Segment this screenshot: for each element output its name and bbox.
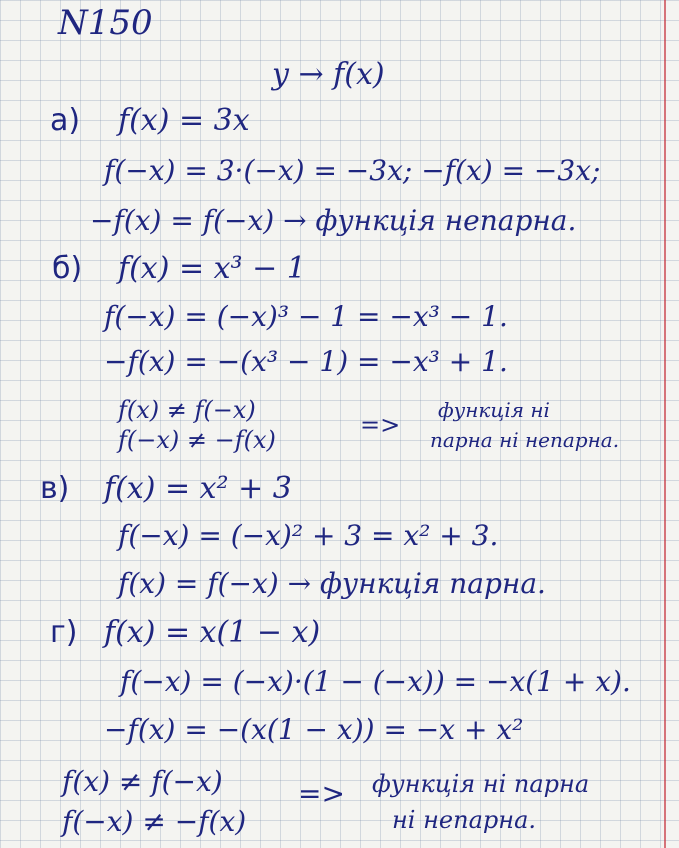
section-g-line-5: f(−x) ≠ −f(x) [62,805,247,838]
section-g-conclusion-1: функція ні парна [372,770,590,798]
section-b-line-2: f(−x) = (−x)³ − 1 = −x³ − 1. [104,300,508,333]
section-b-arrow: => [360,411,401,439]
section-b-line-1: f(x) = x³ − 1 [118,251,306,286]
section-b-line-5: f(−x) ≠ −f(x) [118,426,276,454]
section-b-label: б) [52,251,83,286]
section-g-line-2: f(−x) = (−x)·(1 − (−x)) = −x(1 + x). [120,665,631,698]
section-a-label: а) [50,103,81,138]
section-b-line-4: f(x) ≠ f(−x) [118,396,256,424]
section-a-line-1: f(x) = 3x [118,103,250,138]
section-g-label: г) [50,615,78,650]
section-g-arrow: => [298,777,345,810]
section-g-line-1: f(x) = x(1 − x) [104,615,321,650]
section-a-line-3: −f(x) = f(−x) → функція непарна. [90,204,577,237]
section-b-line-3: −f(x) = −(x³ − 1) = −x³ + 1. [104,345,508,378]
section-v-label: в) [40,471,70,506]
section-b-conclusion-2: парна ні непарна. [430,428,620,452]
section-b-conclusion-1: функція ні [438,398,550,422]
problem-number: N150 [58,3,153,43]
section-g-line-4: f(x) ≠ f(−x) [62,765,223,798]
section-g-line-3: −f(x) = −(x(1 − x)) = −x + x² [104,713,524,746]
section-g-conclusion-2: ні непарна. [392,806,536,834]
function-header: y → f(x) [272,57,385,92]
section-v-line-1: f(x) = x² + 3 [104,471,292,506]
notebook-margin-line [664,0,666,848]
section-a-line-2: f(−x) = 3·(−x) = −3x; −f(x) = −3x; [104,154,601,187]
section-v-line-2: f(−x) = (−x)² + 3 = x² + 3. [118,519,499,552]
section-v-line-3: f(x) = f(−x) → функція парна. [118,567,546,600]
